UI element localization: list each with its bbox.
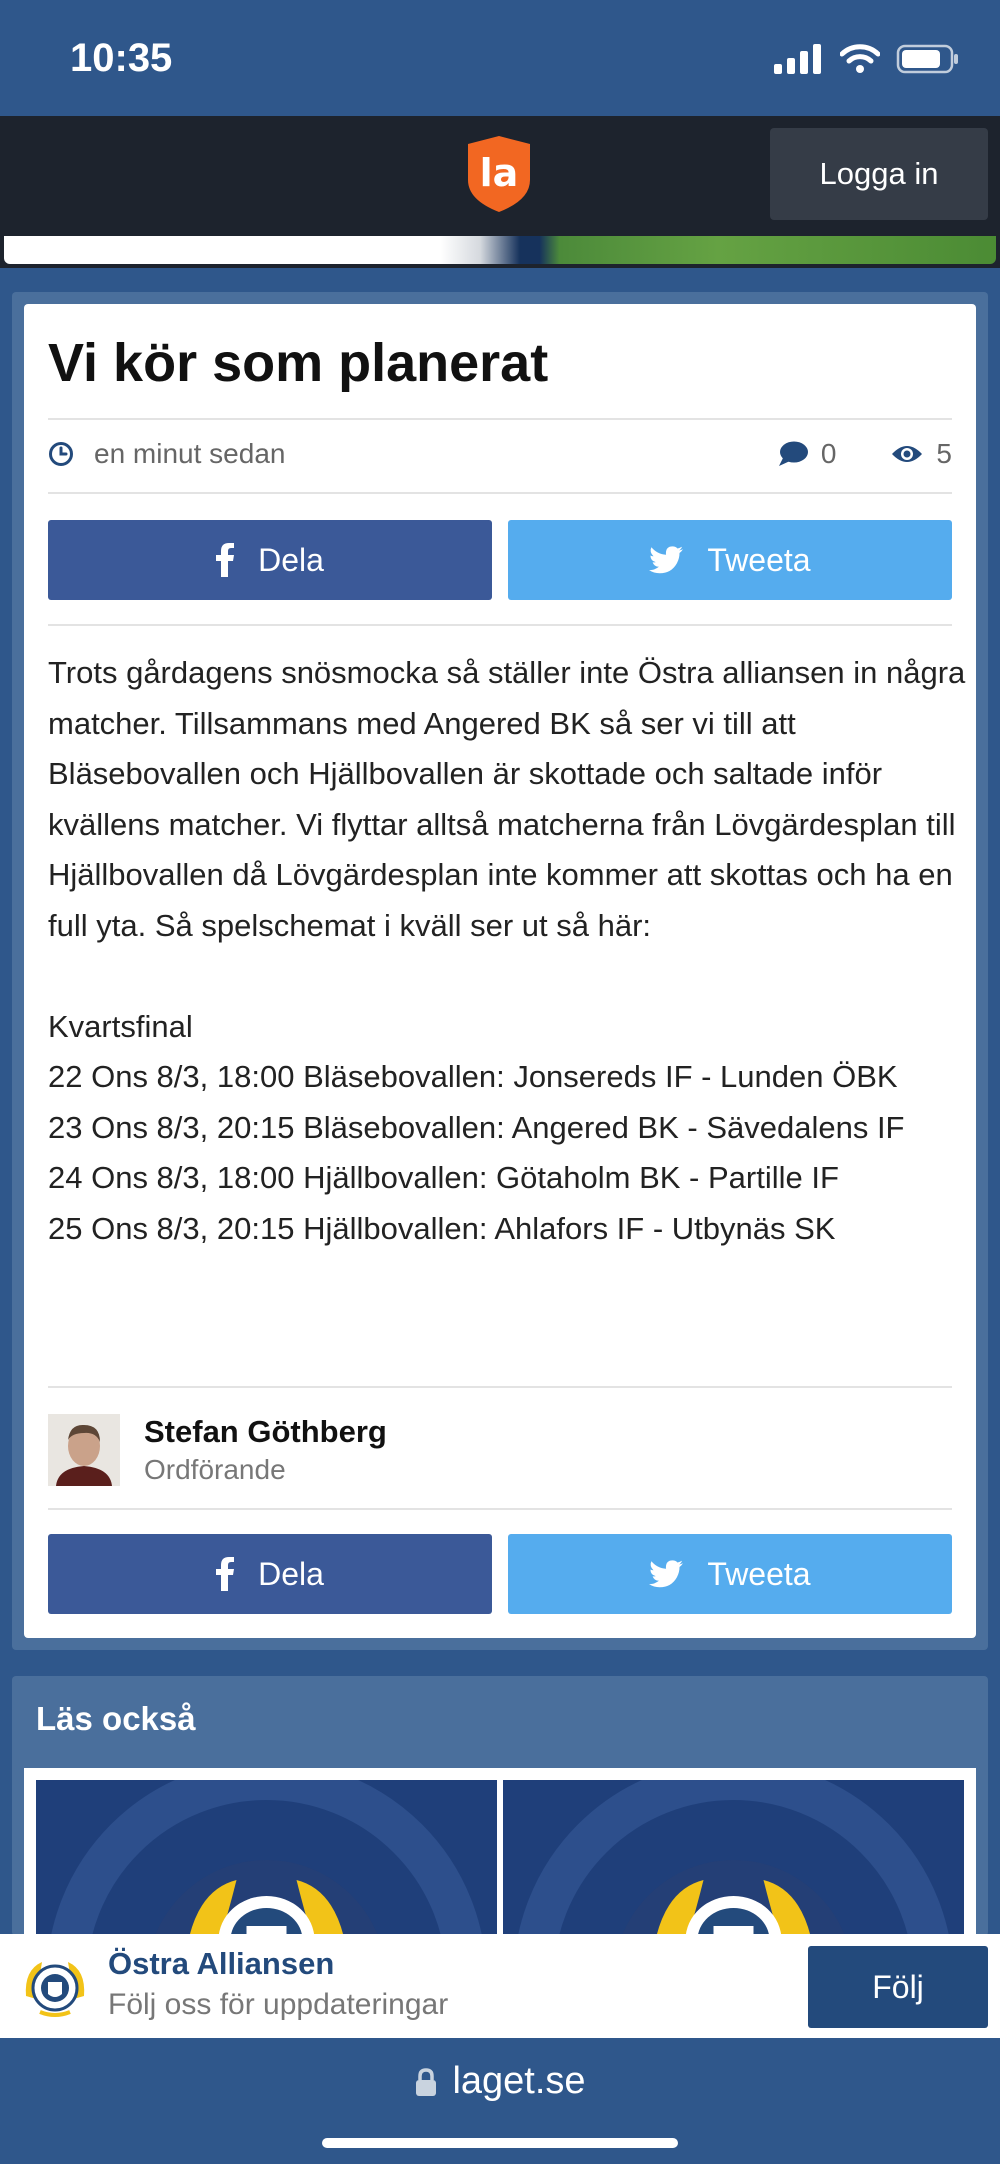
svg-text:la: la bbox=[479, 151, 519, 195]
facebook-icon bbox=[216, 543, 234, 577]
body-paragraph: 23 Ons 8/3, 20:15 Bläsebovallen: Angered BK - Sävedalens IF bbox=[48, 1109, 905, 1145]
facebook-share-button[interactable] bbox=[48, 1534, 492, 1614]
battery-icon bbox=[896, 44, 960, 74]
related-article-card[interactable] bbox=[503, 1780, 964, 1936]
club-name: Östra Alliansen bbox=[108, 1946, 335, 1981]
club-logo-icon bbox=[20, 1952, 90, 2022]
facebook-share-label: Dela bbox=[258, 541, 324, 578]
home-indicator[interactable] bbox=[322, 2138, 678, 2148]
article-card bbox=[24, 304, 976, 1638]
status-bar bbox=[0, 0, 1000, 116]
body-paragraph bbox=[48, 951, 968, 1002]
clock-icon bbox=[48, 441, 74, 467]
twitter-share-label: Tweeta bbox=[707, 1555, 811, 1592]
eye-icon bbox=[890, 442, 924, 466]
share-row-top bbox=[48, 520, 952, 600]
twitter-share-label: Tweeta bbox=[707, 541, 811, 578]
header-banner-image bbox=[4, 236, 996, 264]
author-avatar[interactable] bbox=[48, 1414, 120, 1486]
comment-icon[interactable] bbox=[777, 440, 809, 468]
facebook-share-label: Dela bbox=[258, 1555, 324, 1592]
body-paragraph: Kvartsfinal bbox=[48, 1008, 193, 1044]
body-paragraph: 25 Ons 8/3, 20:15 Hjällbovallen: Ahlafors IF - Utbynäs SK bbox=[48, 1210, 836, 1246]
article-title: Vi kör som planerat bbox=[48, 333, 549, 393]
author-role: Ordförande bbox=[144, 1454, 286, 1485]
divider bbox=[48, 1386, 952, 1388]
club-crest-icon bbox=[503, 1780, 964, 1936]
body-paragraph: Trots gårdagens snösmocka så ställer inte Östra alliansen in några matcher. Tillsammans med Angered BK så ser vi till att Bläsebovallen och Hjällbovallen är skottade och saltade inför kvällens matcher. Vi flyttar alltså matcherna från Lövgärdesplan till Hjällbovallen då Lövgärdesplan inte kommer att skottas och ha en full yta. Så spelschemat i kväll ser ut så här: bbox=[48, 655, 966, 943]
read-also-section bbox=[12, 1676, 988, 1936]
person-photo-icon bbox=[48, 1414, 120, 1486]
body-paragraph: 24 Ons 8/3, 18:00 Hjällbovallen: Götaholm BK - Partille IF bbox=[48, 1160, 839, 1195]
divider bbox=[48, 418, 952, 420]
author-block[interactable] bbox=[48, 1414, 387, 1486]
share-row-bottom bbox=[48, 1534, 952, 1614]
twitter-share-button[interactable] bbox=[508, 1534, 952, 1614]
browser-url-bar bbox=[0, 2038, 1000, 2164]
wifi-icon bbox=[840, 44, 880, 74]
facebook-share-button[interactable] bbox=[48, 520, 492, 600]
divider bbox=[48, 1508, 952, 1510]
site-navbar bbox=[0, 116, 1000, 236]
status-icons bbox=[774, 44, 960, 74]
related-article-card[interactable] bbox=[36, 1780, 497, 1936]
address-bar[interactable] bbox=[0, 2060, 1000, 2103]
status-time: 10:35 bbox=[70, 36, 173, 80]
twitter-icon bbox=[649, 1560, 683, 1588]
body-paragraph: 22 Ons 8/3, 18:00 Bläsebovallen: Jonsereds IF - Lunden ÖBK bbox=[48, 1059, 898, 1094]
view-count: 5 bbox=[936, 438, 952, 469]
follow-subtitle: Följ oss för uppdateringar bbox=[108, 1988, 449, 2021]
twitter-icon bbox=[649, 546, 683, 574]
twitter-share-button[interactable] bbox=[508, 520, 952, 600]
follow-bar bbox=[0, 1934, 1000, 2038]
follow-button[interactable]: Följ bbox=[808, 1946, 988, 2028]
banner-strip bbox=[0, 236, 1000, 268]
article-body bbox=[48, 648, 968, 1254]
club-crest-icon bbox=[36, 1780, 497, 1936]
read-also-cards bbox=[24, 1768, 976, 1936]
lock-icon bbox=[414, 2067, 438, 2097]
divider bbox=[48, 624, 952, 626]
time-ago-label: en minut sedan bbox=[94, 438, 286, 469]
author-name[interactable]: Stefan Göthberg bbox=[144, 1414, 387, 1449]
read-also-title: Läs också bbox=[36, 1700, 196, 1737]
laget-logo-icon[interactable] bbox=[464, 134, 534, 214]
article-meta-time bbox=[48, 438, 285, 470]
comment-count: 0 bbox=[820, 438, 837, 469]
url-text: laget.se bbox=[452, 2060, 586, 2102]
divider bbox=[48, 492, 952, 494]
article-stats bbox=[777, 438, 952, 470]
facebook-icon bbox=[216, 1557, 234, 1591]
login-button[interactable]: Logga in bbox=[770, 128, 988, 220]
signal-icon bbox=[774, 44, 824, 74]
